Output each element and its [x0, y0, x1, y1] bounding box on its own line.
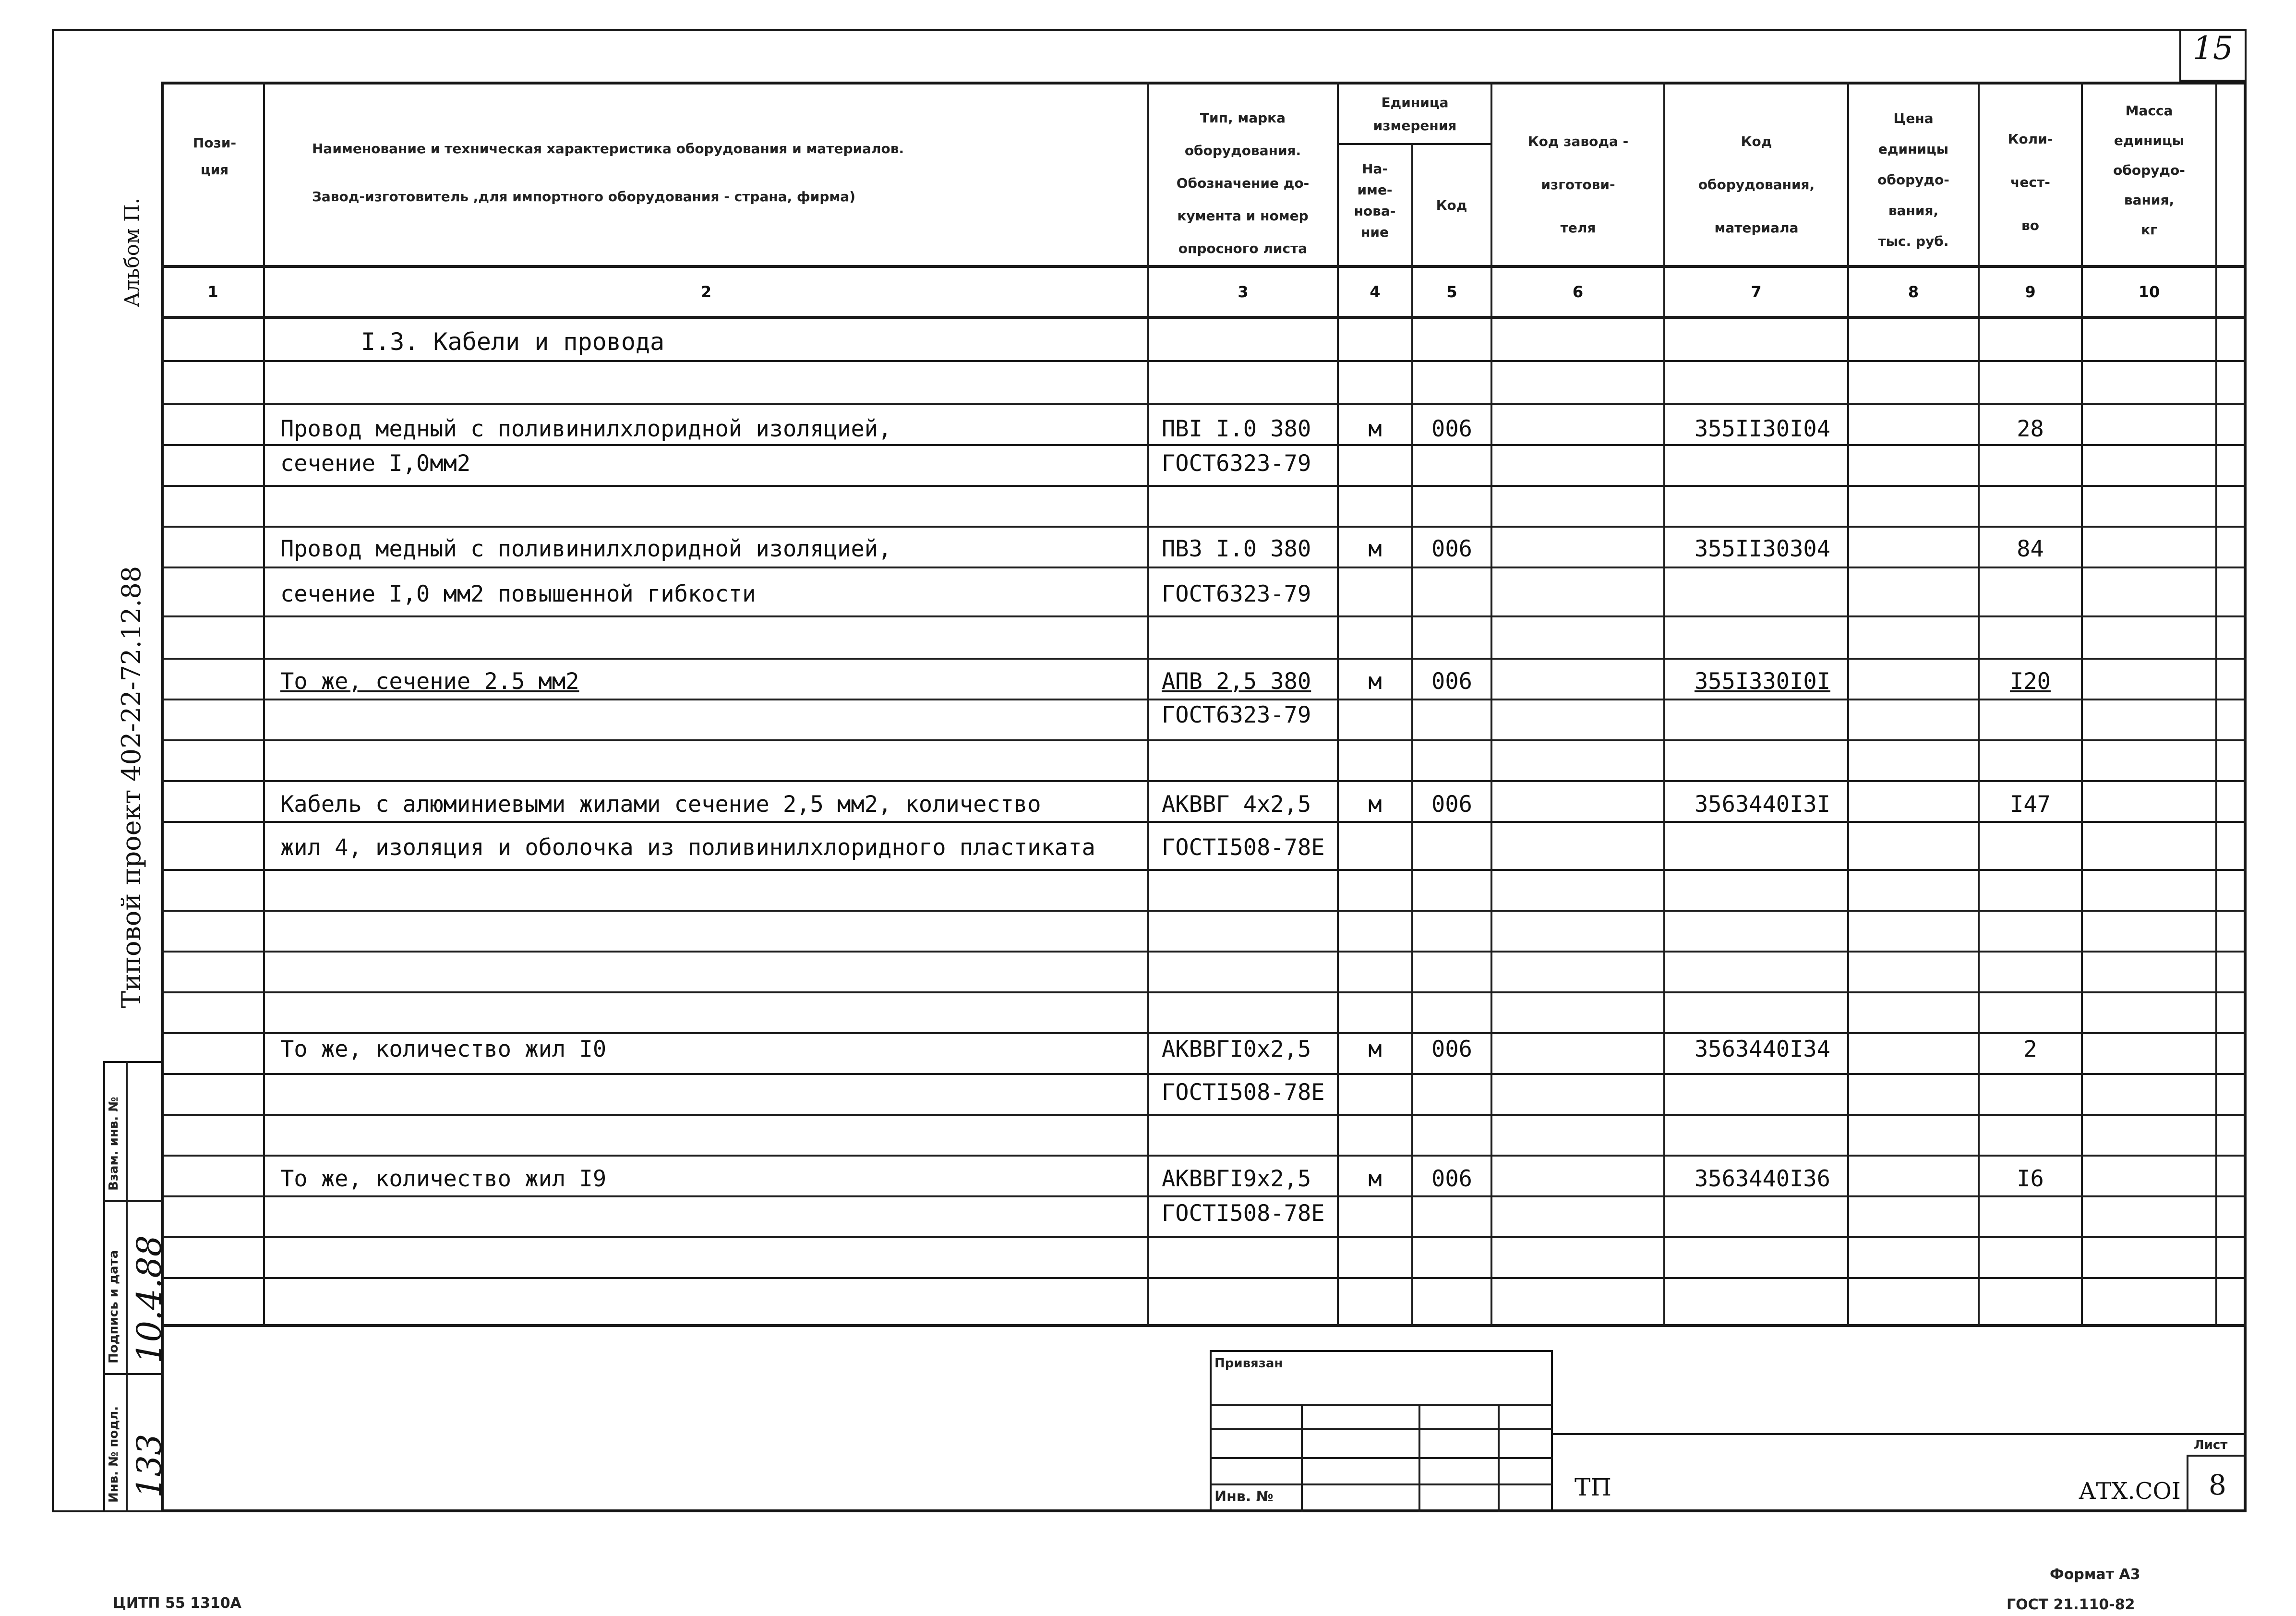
header-col8	[1849, 103, 1978, 257]
side-stamp-row-line	[103, 1200, 163, 1202]
header-col2-line1: Наименование и техническая характеристика оборудования и материалов.	[312, 141, 904, 157]
colnum-10: 10	[2138, 283, 2160, 301]
row-line	[161, 526, 2247, 528]
stamp-label-replaced: Взам. инв. №	[107, 1097, 121, 1191]
header-col10-line3: оборудо-	[2113, 162, 2185, 178]
header-col8-line4: вания,	[1888, 203, 1939, 218]
row-line	[161, 1155, 2247, 1157]
row7-code: 3563440I3I	[1695, 791, 1830, 818]
col-line-2	[1147, 82, 1149, 1325]
row1-type: ПВI I.0 380	[1162, 416, 1311, 442]
header-col7	[1666, 120, 1847, 250]
col-line-5	[1491, 82, 1492, 1325]
row-line	[161, 615, 2247, 617]
title-block-code: АТХ.СОI	[2079, 1478, 2181, 1505]
col-line-7	[1847, 82, 1849, 1325]
row-line	[161, 699, 2247, 700]
stamp-label-signature: Подпись и дата	[107, 1250, 121, 1363]
row-line	[161, 951, 2247, 953]
header-col5-line1: Код	[1436, 197, 1467, 213]
row7-unit-code: 006	[1431, 791, 1472, 818]
header-col4-line4: ние	[1361, 224, 1389, 240]
header-col10-line1: Масса	[2125, 103, 2173, 119]
row3-unit-code: 006	[1431, 536, 1472, 562]
row9-name: То же, количество жил I0	[280, 1036, 607, 1062]
bind-block-line	[1210, 1483, 1553, 1485]
row1-unit-code: 006	[1431, 416, 1472, 442]
header-col3-line4: кумента и номер	[1177, 208, 1309, 224]
row5-qty: I20	[2010, 668, 2051, 695]
header-col7-line3: материала	[1714, 220, 1799, 236]
row7-unit: м	[1368, 791, 1382, 818]
header-col6-line1: Код завода -	[1527, 133, 1629, 149]
row-line	[161, 991, 2247, 993]
header-col2	[269, 125, 1142, 221]
side-stamp-divider	[126, 1061, 128, 1512]
row-line	[161, 821, 2247, 823]
header-col7-line1: Код	[1741, 133, 1772, 149]
row3-type: ПВЗ I.0 380	[1162, 536, 1311, 562]
row5-unit-code: 006	[1431, 668, 1472, 695]
bind-block-vline	[1301, 1404, 1303, 1512]
row5-name: То же, сечение 2.5 мм2	[280, 668, 579, 695]
row-line	[161, 739, 2247, 741]
row3-code: 355II30304	[1695, 536, 1830, 562]
header-col1-line1: Пози-	[192, 135, 237, 151]
row3-name: Провод медный с поливинилхлоридной изоляцией,	[280, 536, 892, 562]
footer-right: ГОСТ 21.110-82	[2007, 1596, 2135, 1613]
header-col10-line5: кг	[2141, 222, 2157, 238]
row-line	[161, 403, 2247, 405]
title-block-sheet-number: 8	[2209, 1469, 2226, 1501]
header-col8-line3: оборудо-	[1877, 172, 1949, 188]
bind-block-line	[1210, 1428, 1553, 1430]
row-line	[161, 658, 2247, 660]
row9-type: АКВВГI0x2,5	[1162, 1036, 1311, 1062]
col-line-1	[263, 82, 265, 1325]
col-line-6	[1663, 82, 1665, 1325]
colnum-5: 5	[1446, 283, 1457, 301]
header-col10-line4: вания,	[2124, 192, 2175, 208]
table-bottom-line	[161, 1324, 2247, 1327]
header-col10-line2: единицы	[2114, 133, 2185, 148]
row11-unit-code: 006	[1431, 1166, 1472, 1192]
footer-left: ЦИТП 55 1310А	[113, 1595, 241, 1612]
row-line	[161, 1114, 2247, 1116]
header-col4-line1: На-	[1362, 161, 1388, 177]
title-block-top-line	[1553, 1433, 2247, 1435]
row11-type: АКВВГI9x2,5	[1162, 1166, 1311, 1192]
header-col3-line3: Обозначение до-	[1176, 175, 1310, 191]
row11-unit: м	[1368, 1166, 1382, 1192]
row1-name: Провод медный с поливинилхлоридной изоляцией,	[280, 416, 892, 442]
colnum-1: 1	[207, 283, 218, 301]
unit-group-divider	[1337, 143, 1491, 145]
header-col1	[169, 130, 260, 183]
title-block-sheet-line	[2187, 1455, 2247, 1457]
header-col4	[1339, 158, 1411, 243]
row5-code: 355I330I0I	[1695, 668, 1830, 695]
header-col9-line3: во	[2021, 217, 2039, 233]
header-group-line1: Единица	[1381, 95, 1449, 110]
side-stamp-row-line	[103, 1373, 163, 1375]
colnum-4: 4	[1370, 283, 1381, 301]
row1-code: 355II30I04	[1695, 416, 1830, 442]
row5-unit: м	[1368, 668, 1382, 695]
row-line	[161, 869, 2247, 871]
header-col45-group	[1339, 91, 1491, 137]
row11-code: 3563440I36	[1695, 1166, 1830, 1192]
colnum-bottom-line	[161, 316, 2247, 319]
row9-unit: м	[1368, 1036, 1382, 1062]
col-line-9	[2081, 82, 2083, 1325]
header-col6	[1493, 120, 1663, 250]
bind-block-title: Привязан	[1214, 1356, 1283, 1371]
header-col5	[1414, 192, 1490, 219]
bind-block-vline	[1418, 1404, 1420, 1512]
header-col8-line1: Цена	[1893, 110, 1934, 126]
header-col7-line2: оборудования,	[1698, 177, 1815, 193]
col-line-3	[1337, 82, 1339, 1325]
header-col9	[1980, 118, 2081, 247]
row-line	[161, 360, 2247, 362]
row8-type: ГОСТI508-78Е	[1162, 834, 1325, 861]
row12-type: ГОСТI508-78Е	[1162, 1200, 1325, 1227]
row6-type: ГОСТ6323-79	[1162, 702, 1311, 728]
title-block-sheet-label: Лист	[2194, 1438, 2228, 1452]
row-line	[161, 567, 2247, 568]
row3-unit: м	[1368, 536, 1382, 562]
row9-code: 3563440I34	[1695, 1036, 1830, 1062]
row4-type: ГОСТ6323-79	[1162, 581, 1311, 607]
row1-unit: м	[1368, 416, 1382, 442]
bind-block-line	[1210, 1404, 1553, 1406]
row4-name: сечение I,0 мм2 повышенной гибкости	[280, 581, 756, 607]
colnum-2: 2	[700, 283, 712, 301]
header-col3-line2: оборудования.	[1184, 143, 1301, 158]
header-col4-line2: име-	[1357, 182, 1393, 198]
header-col10	[2083, 96, 2215, 245]
row7-type: АКВВГ 4x2,5	[1162, 791, 1311, 818]
row7-name: Кабель с алюминиевыми жилами сечение 2,5 мм2, количество	[280, 791, 1041, 818]
row-line	[161, 444, 2247, 446]
row-line	[161, 1277, 2247, 1279]
bind-block-vline	[1498, 1404, 1500, 1512]
col-line-8	[1978, 82, 1980, 1325]
colnum-3: 3	[1238, 283, 1249, 301]
stamp-inv-number: 133	[130, 1434, 169, 1498]
row2-name: сечение I,0мм2	[280, 450, 471, 477]
header-col1-line2: ция	[200, 162, 229, 178]
row10-type: ГОСТI508-78Е	[1162, 1079, 1325, 1106]
row-line	[161, 1195, 2247, 1197]
row-line	[161, 1032, 2247, 1034]
row7-qty: I47	[2010, 791, 2051, 818]
bind-block-inv-label: Инв. №	[1214, 1488, 1274, 1505]
row-line	[161, 1236, 2247, 1238]
footer-format: Формат А3	[2050, 1566, 2140, 1583]
row9-qty: 2	[2023, 1036, 2037, 1062]
header-col9-line2: чест-	[2010, 174, 2050, 190]
header-col8-line5: тыс. руб.	[1878, 233, 1949, 249]
header-col2-line2: Завод-изготовитель ,для импортного оборудования - страна, фирма)	[312, 189, 856, 205]
header-col9-line1: Коли-	[2007, 131, 2053, 147]
colnum-8: 8	[1908, 283, 1919, 301]
row-line	[161, 1073, 2247, 1075]
header-col3-line1: Тип, марка	[1200, 110, 1286, 126]
header-col3-line5: опросного листа	[1178, 241, 1308, 256]
header-col6-line2: изготови-	[1541, 177, 1615, 193]
corner-sheet-number: 15	[2193, 30, 2233, 67]
row2-type: ГОСТ6323-79	[1162, 450, 1311, 477]
row-line	[161, 780, 2247, 782]
section-title: I.3. Кабели и провода	[361, 328, 665, 356]
header-col8-line2: единицы	[1878, 141, 1949, 157]
row1-qty: 28	[2017, 416, 2044, 442]
row9-unit-code: 006	[1431, 1036, 1472, 1062]
header-col3	[1149, 102, 1336, 265]
row3-qty: 84	[2017, 536, 2044, 562]
header-col6-line3: теля	[1560, 220, 1596, 236]
row5-type: АПВ 2,5 380	[1162, 668, 1311, 695]
colnum-6: 6	[1572, 283, 1584, 301]
col-line-10	[2215, 82, 2217, 1325]
col-line-4	[1411, 144, 1413, 1325]
header-bottom-line	[161, 265, 2247, 268]
stamp-label-inv: Инв. № подл.	[107, 1406, 121, 1503]
row-line	[161, 485, 2247, 487]
header-group-line2: измерения	[1373, 118, 1457, 133]
colnum-9: 9	[2025, 283, 2036, 301]
project-label: Типовой проект 402-22-72.12.88	[116, 566, 146, 1008]
colnum-7: 7	[1751, 283, 1762, 301]
header-col4-line3: нова-	[1354, 203, 1396, 219]
row11-name: То же, количество жил I9	[280, 1166, 607, 1192]
row11-qty: I6	[2017, 1166, 2044, 1192]
row-line	[161, 910, 2247, 912]
stamp-signature-date: 10.4.88	[130, 1235, 169, 1363]
bind-block-line	[1210, 1457, 1553, 1459]
title-block-tp: ТП	[1575, 1473, 1611, 1501]
album-label: Альбом П.	[120, 198, 144, 307]
row8-name: жил 4, изоляция и оболочка из поливинилхлоридного пластиката	[280, 834, 1095, 861]
